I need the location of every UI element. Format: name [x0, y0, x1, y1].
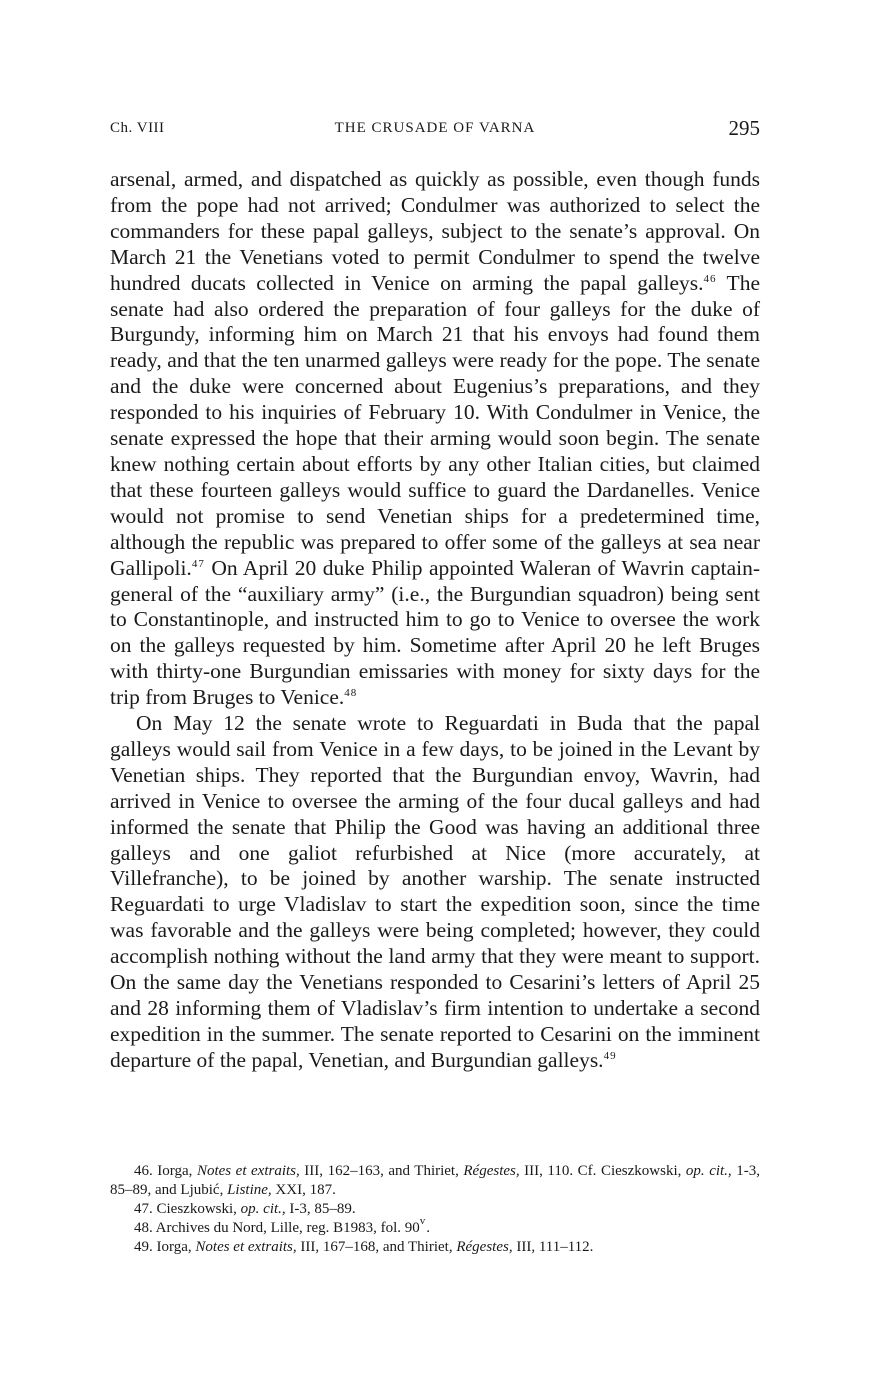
text-run: On April 20 duke Philip appointed Waleran of Wavrin captain-general of the “auxiliary army” (i.e., the Burgundian squadron) being sent to Constantinople, and instructed him to go to Venice to oversee the work on the galleys requested by him. Sometime after April 20 he left Bruges with thirty-one Burgundian emissaries with money for sixty days for the trip from Bruges to Venice. [110, 555, 760, 710]
italic-title: Notes et extraits, [195, 1239, 297, 1255]
italic-title: op. cit., [685, 1163, 732, 1179]
body-text [110, 167, 760, 1074]
text-run: . [426, 1220, 431, 1236]
paragraph [110, 167, 760, 711]
footnote [110, 1200, 760, 1219]
chapter-label: Ch. VIII [110, 120, 165, 136]
footnote [110, 1215, 760, 1238]
text-run: 46. Iorga, [134, 1163, 197, 1179]
page-number: 295 [728, 116, 760, 140]
footnote-ref: 48 [344, 687, 358, 700]
text-run: arsenal, armed, and dispatched as quickly as possible, even though funds from the pope had not arrived; Condulmer was authorized to select the commanders for these papal galleys, subject to the senate’s approval. On March 21 the Venetians voted to permit Condulmer to spend the twelve hundred ducats collected in Venice on arming the papal galleys. [110, 167, 760, 295]
text-run: 47. Cieszkowski, [134, 1201, 241, 1217]
text-run: XXI, 187. [271, 1182, 336, 1198]
text-run: 48. Archives du Nord, Lille, reg. B1983, fol. 90 [134, 1220, 420, 1236]
footnote [110, 1238, 760, 1257]
text-run: 1-3, 85–89, and Ljubić, [110, 1163, 760, 1198]
text-run: III, 111–112. [512, 1239, 594, 1255]
text-run: III, 167–168, and Thiriet, [296, 1239, 457, 1255]
footnote-ref: 49 [603, 1049, 617, 1062]
text-run: The senate had also ordered the preparation of four galleys for the duke of Burgundy, informing him on March 21 that his envoys had found them ready, and that the ten unarmed galleys were ready for the pope. The senate and the duke were concerned about Eugenius’s preparations, and they responded to his inquiries of February 10. With Condulmer in Venice, the senate expressed the hope that their arming would soon begin. The senate knew nothing certain about efforts by any other Italian cities, but claimed that these fourteen galleys would suffice to guard the Dardanelles. Venice would not promise to send Venetian ships for a predetermined time, although the republic was prepared to offer some of the galleys at sea near Gallipoli. [110, 270, 760, 580]
text-run: On May 12 the senate wrote to Reguardati in Buda that the papal galleys would sail from Venice in a few days, to be joined in the Levant by Venetian ships. They reported that the Burgundian envoy, Wavrin, had arrived in Venice to oversee the arming of the four ducal galleys and had informed the senate that Philip the Good was having an additional three galleys and one galiot refurbished at Nice (more accurately, at Villefranche), to be joined by another warship. The senate instructed Reguardati to urge Vladislav to start the expedition soon, since the time was favorable and the galleys were being completed; however, they could accomplish nothing without the land army that they were meant to support. On the same day the Venetians responded to Cesarini’s letters of April 25 and 28 informing them of Vladislav’s firm intention to undertake a second expedition in the summer. The senate reported to Cesarini on the imminent departure of the papal, Venetian, and Burgundian galleys. [110, 711, 760, 1072]
italic-title: Régestes, [463, 1163, 520, 1179]
italic-title: Listine, [227, 1182, 272, 1198]
text-run: I-3, 85–89. [285, 1201, 356, 1217]
footnote [110, 1162, 760, 1200]
footnote-ref: v [419, 1215, 427, 1227]
footnote-ref: 46 [703, 272, 717, 285]
running-title: THE CRUSADE OF VARNA [334, 120, 536, 136]
text-run: 49. Iorga, [134, 1239, 196, 1255]
text-run: III, 110. Cf. Cieszkowski, [519, 1163, 686, 1179]
italic-title: op. cit., [240, 1201, 286, 1217]
running-head [110, 116, 760, 146]
italic-title: Régestes, [456, 1239, 513, 1255]
text-run: III, 162–163, and Thiriet, [299, 1163, 464, 1179]
italic-title: Notes et extraits, [196, 1163, 300, 1179]
footnote-ref: 47 [191, 557, 205, 570]
footnotes [110, 1162, 760, 1257]
paragraph [110, 711, 760, 1074]
